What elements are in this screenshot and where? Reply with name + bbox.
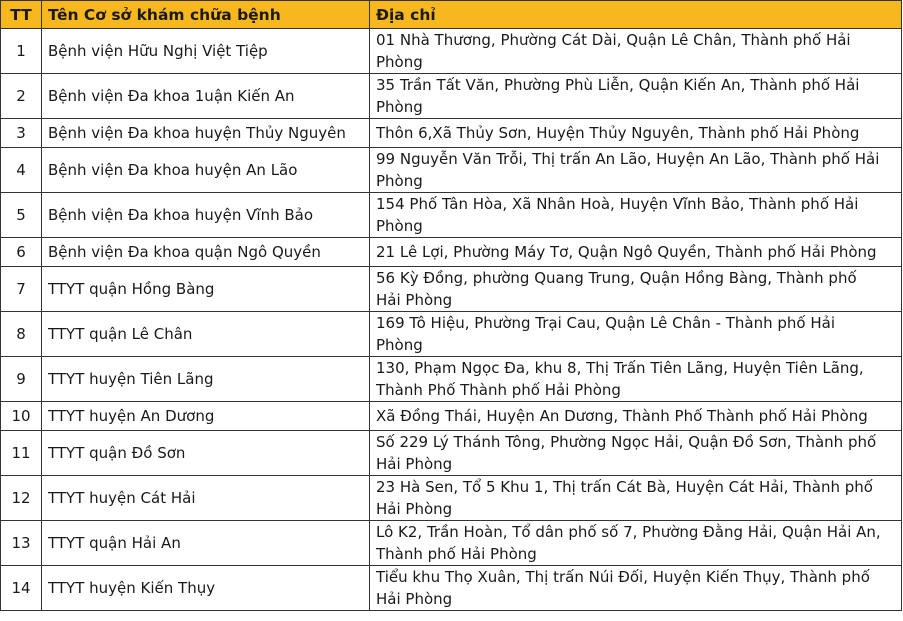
row-address	[370, 312, 902, 357]
row-name: Bệnh viện Đa khoa huyện An Lão	[42, 148, 370, 193]
row-tt: 8	[1, 312, 42, 357]
address-line-2: Thành phố Hải Phòng	[376, 545, 537, 563]
address-line-1: Thôn 6,Xã Thủy Sơn, Huyện Thủy Nguyên, Thành phố Hải Phòng	[376, 124, 860, 142]
address-line-2: Phòng	[376, 172, 423, 190]
table-row	[1, 74, 902, 119]
address-line-2: Phòng	[376, 336, 423, 354]
address-line-2: Thành Phố Thành phố Hải Phòng	[376, 381, 621, 399]
row-tt: 5	[1, 193, 42, 238]
address-line-1: 154 Phố Tân Hòa, Xã Nhân Hoà, Huyện Vĩnh Bảo, Thành phố Hải	[376, 195, 859, 213]
address-line-2: Hải Phòng	[376, 455, 453, 473]
row-name: TTYT huyện Kiến Thụy	[42, 566, 370, 611]
row-address	[370, 29, 902, 74]
address-line-2: Phòng	[376, 53, 423, 71]
table-row	[1, 357, 902, 402]
row-address	[370, 238, 902, 267]
table-row	[1, 431, 902, 476]
row-tt: 9	[1, 357, 42, 402]
address-line-1: 56 Kỳ Đồng, phường Quang Trung, Quận Hồng Bàng, Thành phố	[376, 269, 857, 287]
row-tt: 6	[1, 238, 42, 267]
address-line-2: Hải Phòng	[376, 500, 453, 518]
address-line-1: 23 Hà Sen, Tổ 5 Khu 1, Thị trấn Cát Bà, Huyện Cát Hải, Thành phố	[376, 478, 873, 496]
row-name: Bệnh viện Hữu Nghị Việt Tiệp	[42, 29, 370, 74]
row-tt: 11	[1, 431, 42, 476]
row-tt: 4	[1, 148, 42, 193]
row-address	[370, 402, 902, 431]
table-row	[1, 193, 902, 238]
table-row	[1, 476, 902, 521]
table-row	[1, 521, 902, 566]
row-name: Bệnh viện Đa khoa 1uận Kiến An	[42, 74, 370, 119]
row-name: TTYT quận Hải An	[42, 521, 370, 566]
row-tt: 10	[1, 402, 42, 431]
row-tt: 7	[1, 267, 42, 312]
row-address	[370, 119, 902, 148]
row-tt: 1	[1, 29, 42, 74]
address-line-2: Phòng	[376, 217, 423, 235]
row-name: TTYT huyện An Dương	[42, 402, 370, 431]
row-tt: 14	[1, 566, 42, 611]
row-name: TTYT quận Lê Chân	[42, 312, 370, 357]
address-line-2: Phòng	[376, 98, 423, 116]
row-address	[370, 431, 902, 476]
address-line-1: Tiểu khu Thọ Xuân, Thị trấn Núi Đối, Huyện Kiến Thụy, Thành phố	[376, 568, 870, 586]
address-line-1: 01 Nhà Thương, Phường Cát Dài, Quận Lê Chân, Thành phố Hải	[376, 31, 851, 49]
row-address	[370, 74, 902, 119]
row-address	[370, 476, 902, 521]
address-line-1: 21 Lê Lợi, Phường Máy Tơ, Quận Ngô Quyền, Thành phố Hải Phòng	[376, 243, 877, 261]
table-row	[1, 29, 902, 74]
table-row	[1, 312, 902, 357]
header-row	[1, 1, 902, 29]
table-row	[1, 119, 902, 148]
row-tt: 13	[1, 521, 42, 566]
row-name: TTYT quận Hồng Bàng	[42, 267, 370, 312]
row-tt: 12	[1, 476, 42, 521]
header-address: Địa chỉ	[370, 1, 902, 29]
table-row	[1, 148, 902, 193]
row-name: Bệnh viện Đa khoa quận Ngô Quyền	[42, 238, 370, 267]
address-line-1: Số 229 Lý Thánh Tông, Phường Ngọc Hải, Quận Đồ Sơn, Thành phố	[376, 433, 877, 451]
table-row	[1, 402, 902, 431]
row-tt: 3	[1, 119, 42, 148]
row-address	[370, 193, 902, 238]
address-line-2: Hải Phòng	[376, 291, 453, 309]
row-name: Bệnh viện Đa khoa huyện Vĩnh Bảo	[42, 193, 370, 238]
table-row	[1, 267, 902, 312]
header-name: Tên Cơ sở khám chữa bệnh	[42, 1, 370, 29]
address-line-1: Lô K2, Trần Hoàn, Tổ dân phố số 7, Phường Đằng Hải, Quận Hải An,	[376, 523, 881, 541]
address-line-1: 35 Trần Tất Văn, Phường Phù Liễn, Quận Kiến An, Thành phố Hải	[376, 76, 860, 94]
table-row	[1, 566, 902, 611]
table-row	[1, 238, 902, 267]
address-line-1: 130, Phạm Ngọc Đa, khu 8, Thị Trấn Tiên Lãng, Huyện Tiên Lãng,	[376, 359, 864, 377]
row-address	[370, 566, 902, 611]
row-tt: 2	[1, 74, 42, 119]
address-line-2: Hải Phòng	[376, 590, 453, 608]
address-line-1: Xã Đồng Thái, Huyện An Dương, Thành Phố Thành phố Hải Phòng	[376, 407, 868, 425]
row-name: TTYT huyện Cát Hải	[42, 476, 370, 521]
row-address	[370, 357, 902, 402]
row-address	[370, 148, 902, 193]
row-address	[370, 521, 902, 566]
row-name: Bệnh viện Đa khoa huyện Thủy Nguyên	[42, 119, 370, 148]
address-line-1: 99 Nguyễn Văn Trỗi, Thị trấn An Lão, Huyện An Lão, Thành phố Hải	[376, 150, 880, 168]
row-name: TTYT huyện Tiên Lãng	[42, 357, 370, 402]
row-address	[370, 267, 902, 312]
header-tt: TT	[1, 1, 42, 29]
address-line-1: 169 Tô Hiệu, Phường Trại Cau, Quận Lê Chân - Thành phố Hải	[376, 314, 836, 332]
row-name: TTYT quận Đồ Sơn	[42, 431, 370, 476]
